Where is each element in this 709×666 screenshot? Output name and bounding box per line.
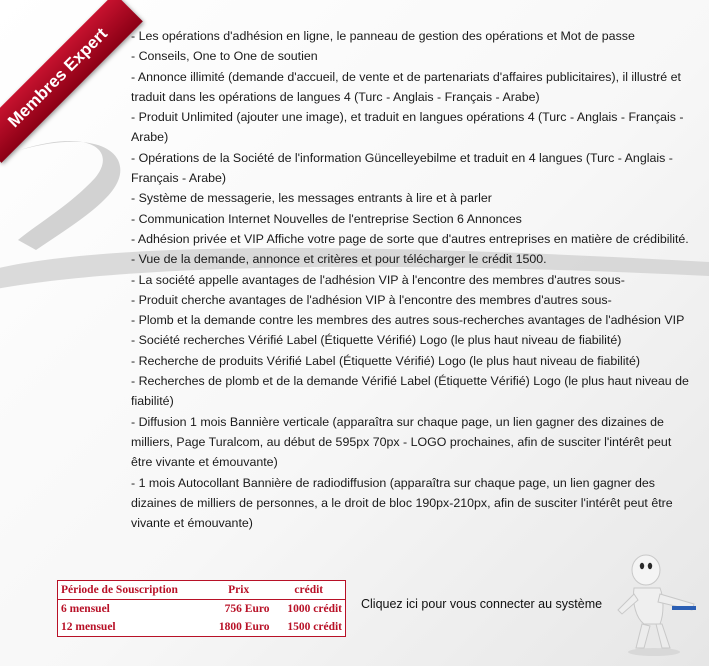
credit-column-header: crédit <box>273 581 346 600</box>
feature-item: - Opérations de la Société de l'information Güncelleyebilme et traduit en 4 langues (Turc - Anglais - Français - Arabe) <box>131 150 673 186</box>
subscription-table <box>57 580 346 637</box>
feature-item: - Conseils, One to One de soutien <box>131 49 318 64</box>
feature-item: - Communication Internet Nouvelles de l'entreprise Section 6 Annonces <box>131 211 522 226</box>
period-cell: 6 mensuel <box>61 603 110 615</box>
login-link[interactable]: Cliquez ici pour vous connecter au système <box>361 597 603 611</box>
feature-item: - Diffusion 1 mois Bannière verticale (apparaîtra sur chaque page, un lien gagner des dizaines de milliers, Page Turalcom, au début de 595px 70px - LOGO prochaines, afin de susciter l'intérêt peut être vivante et émouvante) <box>131 414 672 470</box>
feature-item: - Les opérations d'adhésion en ligne, le panneau de gestion des opérations et Mot de passe <box>131 29 635 43</box>
feature-item: - Annonce illimité (demande d'accueil, de vente et de partenariats d'affaires publicitaires), il illustré et traduit dans les opérations de langues 4 (Turc - Anglais - Français - Arabe) <box>131 69 681 104</box>
price-column-header: Prix <box>205 581 273 600</box>
mascot-figure-icon[interactable] <box>606 548 702 658</box>
credit-cell: 1000 crédit <box>287 603 342 615</box>
membership-badge: Membres Expert <box>0 0 143 163</box>
feature-item: - Recherche de produits Vérifié Label (Étiquette Vérifié) Logo (le plus haut niveau de fiabilité) <box>131 353 640 368</box>
feature-item: - Recherches de plomb et de la demande Vérifié Label (Étiquette Vérifié) Logo (le plus haut niveau de fiabilité) <box>131 374 689 409</box>
feature-item: - Plomb et la demande contre les membres des autres sous-recherches avantages de l'adhésion VIP <box>131 313 685 328</box>
feature-item: - Vue de la demande, annonce et critères et pour télécharger le crédit 1500. <box>131 252 547 267</box>
table-row <box>58 618 346 637</box>
price-cell: 756 Euro <box>224 603 270 615</box>
feature-item: - Produit Unlimited (ajouter une image), et traduit en langues opérations 4 (Turc - Anglais - Français - Arabe) <box>131 110 684 145</box>
price-cell: 1800 Euro <box>218 621 270 633</box>
credit-cell: 1500 crédit <box>287 621 342 633</box>
feature-item: - 1 mois Autocollant Bannière de radiodiffusion (apparaîtra sur chaque page, un lien gagner des dizaines de milliers de personnes, a le droit de bloc 190px-210px, afin de susciter l'intérêt peut être vivante et émouvante) <box>131 475 673 531</box>
feature-item: - Société recherches Vérifié Label (Étiquette Vérifié) Logo (le plus haut niveau de fiabilité) <box>131 333 622 348</box>
feature-item: - Produit cherche avantages de l'adhésion VIP à l'encontre des membres d'autres sous- <box>131 292 612 307</box>
feature-item: - Système de messagerie, les messages entrants à lire et à parler <box>131 191 492 206</box>
period-cell: 12 mensuel <box>61 621 116 633</box>
table-header-row <box>58 581 346 600</box>
feature-item: - Adhésion privée et VIP Affiche votre page de sorte que d'autres entreprises en matière de crédibilité. <box>131 231 689 246</box>
period-column-header: Période de Souscription <box>58 581 205 600</box>
feature-list <box>131 26 696 533</box>
table-row <box>58 600 346 619</box>
feature-item: - La société appelle avantages de l'adhésion VIP à l'encontre des membres d'autres sous- <box>131 272 625 287</box>
